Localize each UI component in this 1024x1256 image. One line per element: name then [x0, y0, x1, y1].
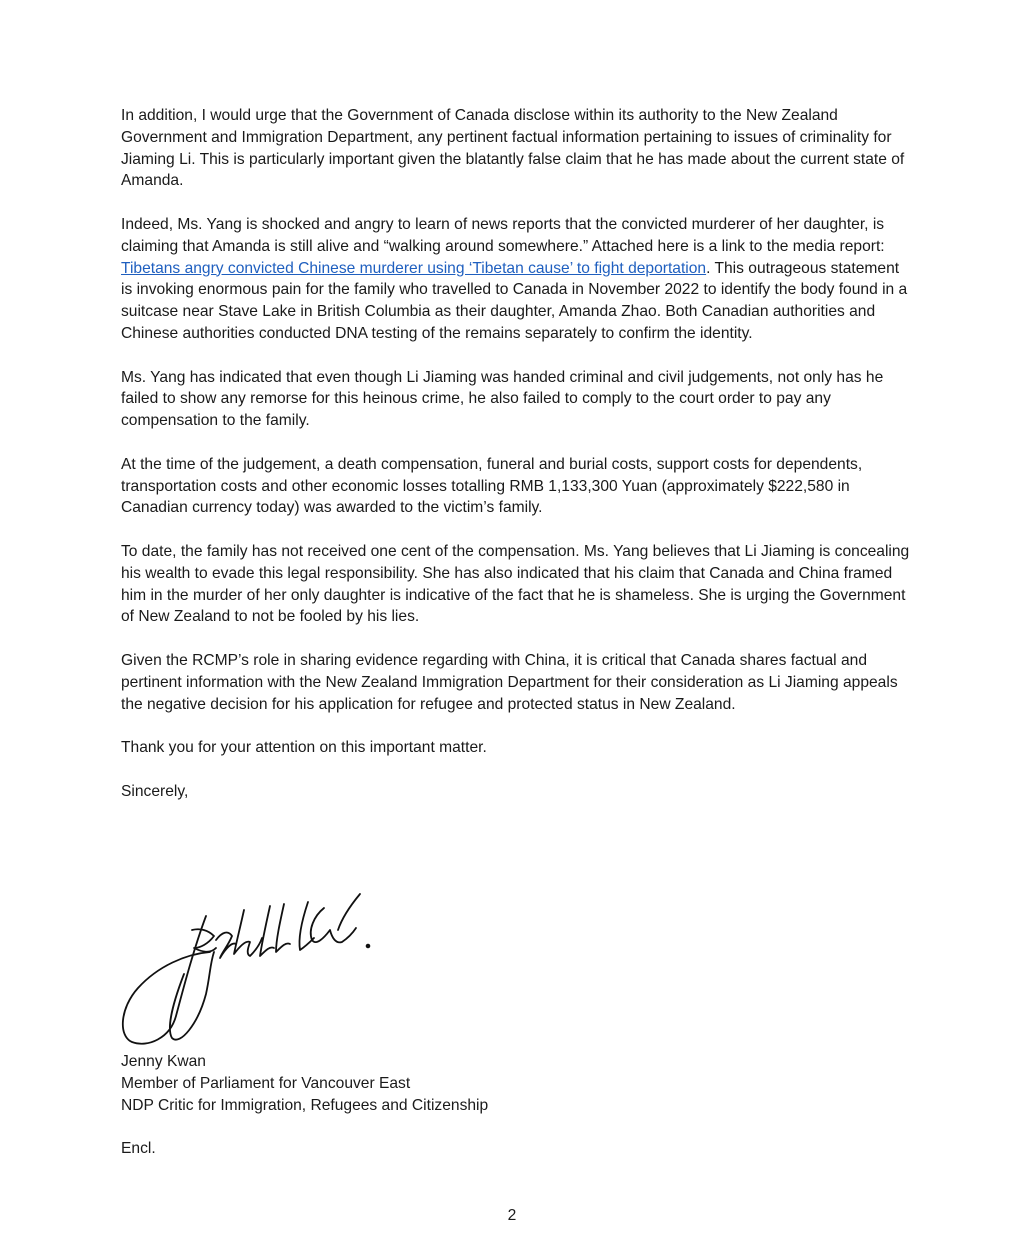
signer-block: [121, 1051, 721, 1116]
enclosure-note: Encl.: [121, 1140, 156, 1157]
closing: Sincerely,: [121, 782, 189, 800]
paragraph-6: Given the RCMP’s role in sharing evidence regarding with China, it is critical that Canada shares factual and pertinent information with the New Zealand Immigration Department for their consideration as Li Jiaming appeals the negative decision for his application for refugee and protected status in New Zealand.: [121, 651, 898, 713]
paragraph-7: Thank you for your attention on this important matter.: [121, 739, 487, 757]
signer-title-2: NDP Critic for Immigration, Refugees and Citizenship: [121, 1096, 489, 1114]
media-report-link[interactable]: Tibetans angry convicted Chinese murderer using ‘Tibetan cause’ to fight deportation: [121, 259, 707, 277]
paragraph-5: To date, the family has not received one cent of the compensation. Ms. Yang believes that Li Jiaming is concealing his wealth to evade this legal responsibility. She has also indicated that his claim that Canada and China framed him in the murder of her only daughter is indicative of the fact that he is shameless. She is urging the Government of New Zealand to not be fooled by his lies.: [121, 542, 910, 626]
signer-name: Jenny Kwan: [121, 1053, 206, 1070]
paragraph-2: [121, 214, 911, 345]
paragraph-3: Ms. Yang has indicated that even though Li Jiaming was handed criminal and civil judgements, not only has he failed to show any remorse for this heinous crime, he also failed to comply to the court order to pay any compensation to the family.: [121, 368, 884, 430]
letter-body: [121, 105, 911, 824]
paragraph-2-rest: . This outrageous statement is invoking enormous pain for the family who travelled to Canada in November 2022 to identify the body found in a suitcase near Stave Lake in British Columbia as their daughter, Amanda Zhao. Both Canadian authorities and Chinese authorities conducted DNA testing of the remains separately to confirm the identity.: [121, 259, 908, 342]
page-number: 2: [507, 1207, 517, 1224]
paragraph-1: In addition, I would urge that the Government of Canada disclose within its authority to the New Zealand Government and Immigration Department, any pertinent factual information pertaining to issues of criminality for Jiaming Li. This is particularly important given the blatantly false claim that he has made about the current state of Amanda.: [121, 107, 905, 190]
signer-title-1: Member of Parliament for Vancouver East: [121, 1074, 411, 1092]
paragraph-2-intro: Indeed, Ms. Yang is shocked and angry to learn of news reports that the convicted murderer of her daughter, is claiming that Amanda is still alive and “walking around somewhere.” Attached here is a link to the media report:: [121, 215, 885, 255]
paragraph-4: At the time of the judgement, a death compensation, funeral and burial costs, support costs for dependents, transportation costs and other economic losses totalling RMB 1,133,300 Yuan (approximately $222,580 in Canadian currency today) was awarded to the victim’s family.: [121, 455, 863, 517]
handwritten-signature: [110, 888, 380, 1053]
